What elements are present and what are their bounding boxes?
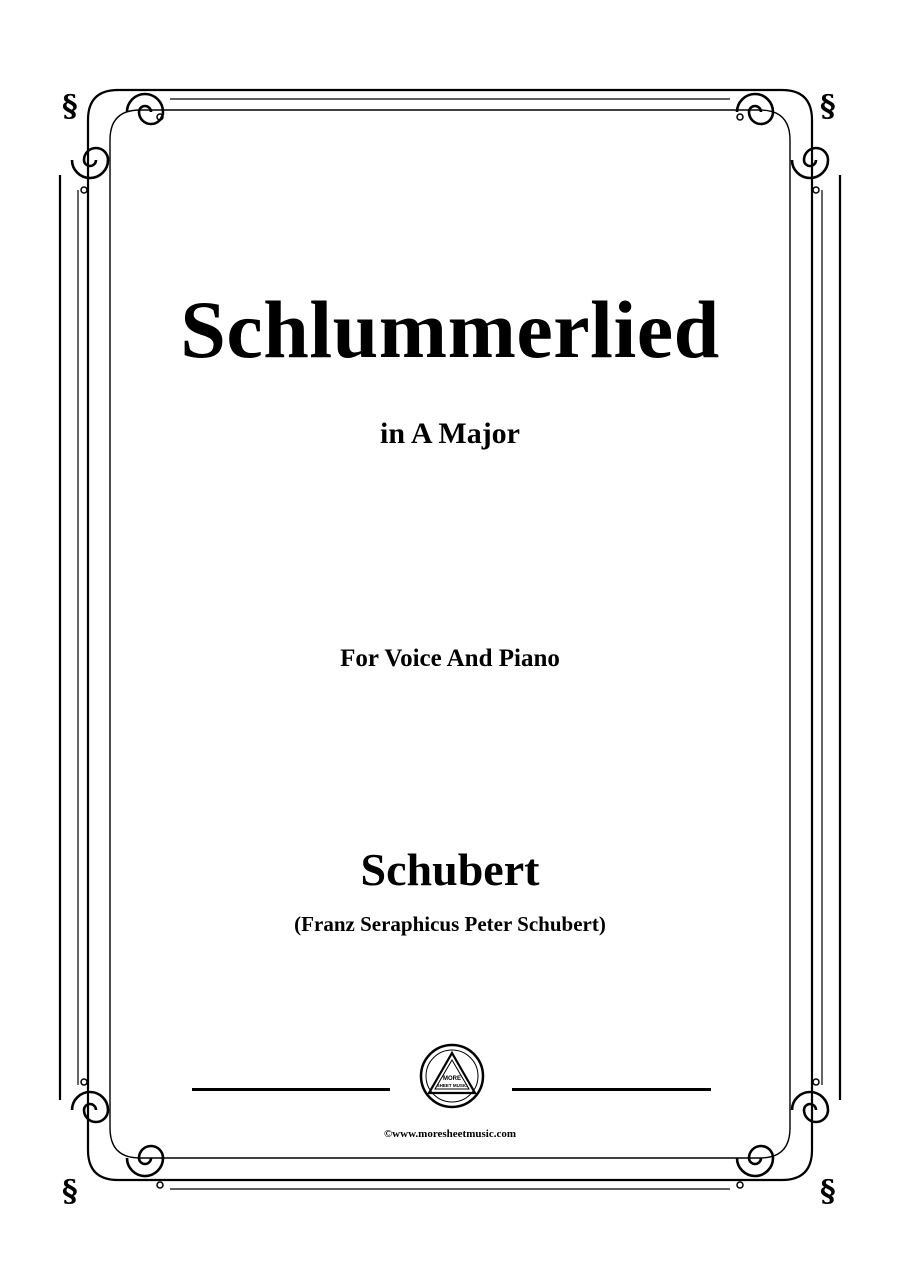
copyright-footer: ©www.moresheetmusic.com bbox=[383, 1128, 517, 1140]
instrumentation: For Voice And Piano bbox=[340, 645, 560, 672]
corner-ornament-bottom-left: § bbox=[62, 1174, 78, 1209]
svg-text:SHEET MUSIC: SHEET MUSIC bbox=[436, 1083, 468, 1088]
footer-rule-right bbox=[512, 1088, 711, 1091]
composer-full-name: (Franz Seraphicus Peter Schubert) bbox=[294, 912, 606, 936]
key-signature: in A Major bbox=[380, 417, 520, 450]
publisher-logo-icon bbox=[419, 1043, 485, 1109]
svg-text:MORE: MORE bbox=[443, 1076, 461, 1082]
corner-ornament-bottom-right: § bbox=[820, 1174, 836, 1209]
footer-rule-left bbox=[192, 1088, 390, 1091]
corner-ornament-top-right: § bbox=[820, 89, 836, 124]
page-title: Schlummerlied bbox=[180, 284, 720, 375]
composer-name: Schubert bbox=[360, 844, 540, 895]
corner-ornament-top-left: § bbox=[62, 89, 78, 124]
